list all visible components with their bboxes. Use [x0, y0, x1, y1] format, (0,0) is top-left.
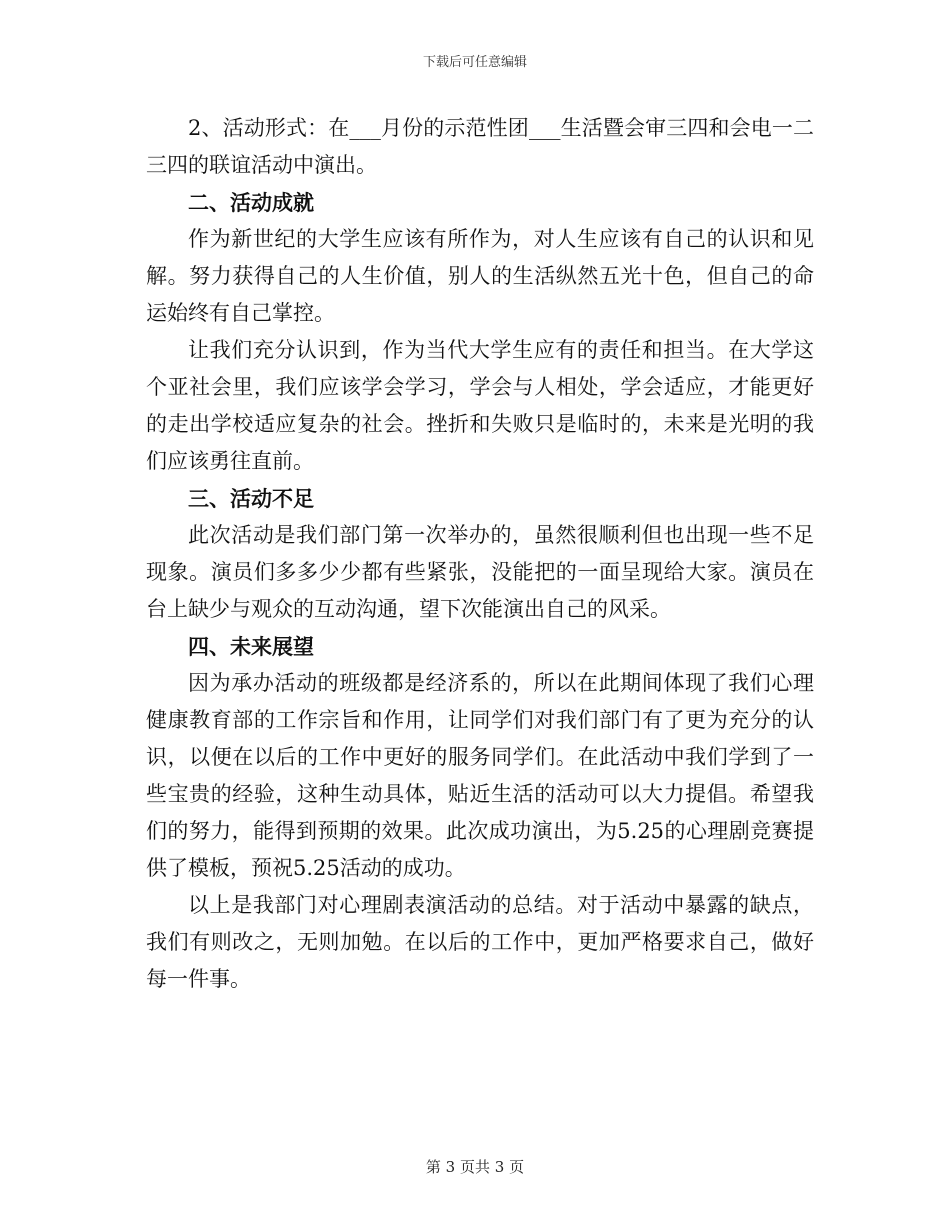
paragraph-achievements-2: 让我们充分认识到，作为当代大学生应有的责任和担当。在大学这个亚社会里，我们应该学会学习，学会与人相处，学会适应，才能更好的走出学校适应复杂的社会。挫折和失败只是临时的，未来是光明的我们应该勇往直前。: [146, 338, 814, 473]
paragraph-activity-form: 2、活动形式：在___月份的示范性团___生活暨会审三四和会电一二三四的联谊活动中演出。: [146, 116, 814, 177]
section-heading-achievements: 二、活动成就: [188, 190, 314, 215]
paragraph-outlook: 因为承办活动的班级都是经济系的，所以在此期间体现了我们心理健康教育部的工作宗旨和作用，让同学们对我们部门有了更为充分的认识，以便在以后的工作中更好的服务同学们。在此活动中我们学到了一些宝贵的经验，这种生动具体，贴近生活的活动可以大力提倡。希望我们的努力，能得到预期的效果。此次成功演出，为5.25的心理剧竞赛提供了模板，预祝5.25活动的成功。: [146, 671, 814, 880]
paragraph-shortcomings: 此次活动是我们部门第一次举办的，虽然很顺利但也出现一些不足现象。演员们多多少少都有些紧张，没能把的一面呈现给大家。演员在台上缺少与观众的互动沟通，望下次能演出自己的风采。: [146, 523, 814, 621]
section-heading-outlook: 四、未来展望: [188, 634, 314, 659]
paragraph-conclusion: 以上是我部门对心理剧表演活动的总结。对于活动中暴露的缺点，我们有则改之，无则加勉。在以后的工作中，更加严格要求自己，做好每一件事。: [146, 893, 814, 991]
document-body: [146, 110, 814, 998]
page-number: 第 3 页共 3 页: [425, 1158, 525, 1176]
section-heading-shortcomings: 三、活动不足: [188, 486, 314, 511]
paragraph-achievements-1: 作为新世纪的大学生应该有所作为，对人生应该有自己的认识和见解。努力获得自己的人生价值，别人的生活纵然五光十色，但自己的命运始终有自己掌控。: [146, 227, 814, 325]
page-header: 下载后可任意编辑: [422, 55, 527, 70]
